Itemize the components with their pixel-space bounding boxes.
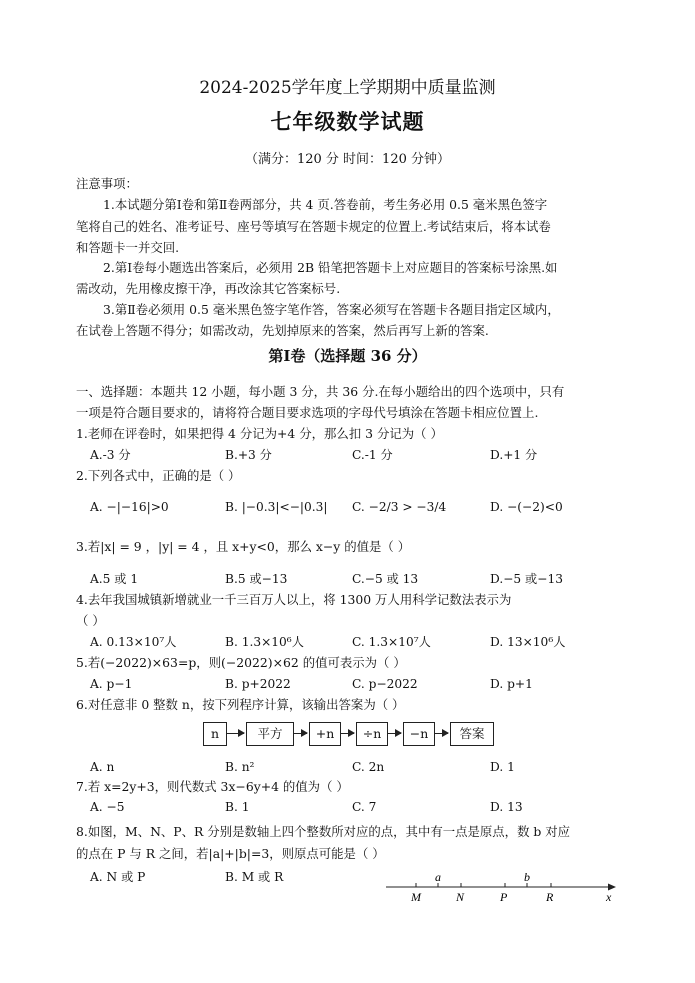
subject-title: 七年级数学试题: [270, 109, 425, 134]
section-intro: 一、选择题：本题共 12 小题，每小题 3 分，共 36 分.在每小题给出的四个选项中，只有: [76, 384, 565, 399]
question-1-option-b: B.+3 分: [225, 448, 272, 462]
question-1-option-a: A.-3 分: [90, 448, 131, 462]
axis-label-M: M: [411, 890, 421, 904]
question-4-option-d: D. 13×10⁶人: [490, 635, 566, 649]
axis-label-b: b: [524, 870, 530, 884]
flow-box-answer: 答案: [450, 722, 494, 746]
flow-box-square: 平方: [246, 722, 294, 746]
question-6-option-c: C. 2n: [352, 760, 385, 774]
question-3-option-a: A.5 或 1: [90, 572, 139, 586]
exam-title: 2024-2025学年度上学期期中质量监测: [199, 78, 496, 98]
notice-line: 2.第Ⅰ卷每小题选出答案后，必须用 2B 铅笔把答题卡上对应题目的答案标号涂黑.如: [103, 260, 558, 275]
question-6-option-d: D. 1: [490, 760, 515, 774]
question-7-option-a: A. −5: [90, 800, 125, 814]
question-3-stem: 3.若|x| = 9 ，|y| = 4 ，且 x+y<0，那么 x−y 的值是（ ）: [76, 539, 411, 554]
question-3-option-d: D.−5 或−13: [490, 572, 563, 586]
question-2-option-a: A. −|−16|>0: [90, 500, 169, 514]
flow-arrow: [340, 733, 354, 734]
question-8-option-a: A. N 或 P: [90, 870, 146, 884]
question-4-option-c: C. 1.3×10⁷人: [352, 635, 431, 649]
flow-arrow: [434, 733, 448, 734]
question-4-option-a: A. 0.13×10⁷人: [90, 635, 177, 649]
notice-line: 1.本试题分第Ⅰ卷和第Ⅱ卷两部分，共 4 页.答卷前，考生务必用 0.5 毫米黑色签字: [103, 197, 548, 212]
question-6-option-a: A. n: [90, 760, 115, 774]
question-8-stem: 8.如图，M、N、P、R 分别是数轴上四个整数所对应的点，其中有一点是原点，数 b 对应: [76, 824, 571, 839]
axis-label-R: R: [546, 890, 554, 904]
flow-box-plus-n: +n: [309, 722, 341, 746]
notice-line: 3.第Ⅱ卷必须用 0.5 毫米黑色签字笔作答，答案必须写在答题卡各题目指定区域内，: [103, 302, 560, 317]
flow-arrow: [387, 733, 401, 734]
question-2-option-b: B. |−0.3|<−|0.3|: [225, 500, 328, 514]
question-3-option-b: B.5 或−13: [225, 572, 288, 586]
notice-line: 需改动，先用橡皮擦干净，再改涂其它答案标号.: [76, 281, 341, 296]
score-time-info: （满分：120 分 时间：120 分钟）: [244, 152, 451, 167]
question-7-stem: 7.若 x=2y+3，则代数式 3x−6y+4 的值为（ ）: [76, 779, 349, 794]
question-2-option-d: D. −(−2)<0: [490, 500, 563, 514]
question-1-option-c: C.-1 分: [352, 448, 393, 462]
question-1-stem: 1.老师在评卷时，如果把得 4 分记为+4 分，那么扣 3 分记为（ ）: [76, 426, 443, 441]
flow-box-divide-n: ÷n: [356, 722, 388, 746]
axis-label-a: a: [435, 870, 441, 884]
question-4-option-b: B. 1.3×10⁶人: [225, 635, 304, 649]
flow-box-minus-n: −n: [403, 722, 435, 746]
question-5-option-b: B. p+2022: [225, 677, 291, 691]
question-5-option-a: A. p−1: [90, 677, 133, 691]
question-6-stem: 6.对任意非 0 整数 n，按下列程序计算，该输出答案为（ ）: [76, 697, 405, 712]
number-line-figure: [380, 866, 620, 906]
question-8-option-b: B. M 或 R: [225, 870, 284, 884]
question-5-option-c: C. p−2022: [352, 677, 418, 691]
question-3-option-c: C.−5 或 13: [352, 572, 419, 586]
question-7-option-b: B. 1: [225, 800, 250, 814]
axis-label-x: x: [606, 890, 612, 904]
question-7-option-d: D. 13: [490, 800, 523, 814]
question-8-stem-cont: 的点在 P 与 R 之间，若|a|+|b|=3，则原点可能是（ ）: [76, 846, 385, 861]
axis-label-P: P: [500, 890, 508, 904]
question-4-stem: 4.去年我国城镇新增就业一千三百万人以上，将 1300 万人用科学记数法表示为: [76, 592, 512, 607]
question-1-option-d: D.+1 分: [490, 448, 538, 462]
notice-line: 笔将自己的姓名、准考证号、座号等填写在答题卡规定的位置上.考试结束后，将本试卷: [76, 219, 551, 234]
notice-line: 和答题卡一并交回.: [76, 240, 180, 255]
question-5-option-d: D. p+1: [490, 677, 533, 691]
flow-box-n: n: [203, 722, 227, 746]
notice-line: 在试卷上答题不得分；如需改动，先划掉原来的答案，然后再写上新的答案.: [76, 323, 489, 338]
axis-label-N: N: [456, 890, 465, 904]
question-7-option-c: C. 7: [352, 800, 377, 814]
question-2-stem: 2.下列各式中，正确的是（ ）: [76, 468, 241, 483]
question-4-stem-cont: （ ）: [76, 613, 105, 628]
section-intro: 一项是符合题目要求的，请将符合题目要求选项的字母代号填涂在答题卡相应位置上.: [76, 405, 539, 420]
question-5-stem: 5.若(−2022)×63=p，则(−2022)×62 的值可表示为（ ）: [76, 655, 406, 670]
notice-heading: 注意事项：: [76, 176, 138, 191]
question-2-option-c: C. −2/3 > −3/4: [352, 500, 447, 514]
flow-arrow: [293, 733, 307, 734]
flow-arrow: [226, 733, 244, 734]
question-6-option-b: B. n²: [225, 760, 255, 774]
section-heading: 第Ⅰ卷（选择题 36 分）: [268, 347, 427, 365]
